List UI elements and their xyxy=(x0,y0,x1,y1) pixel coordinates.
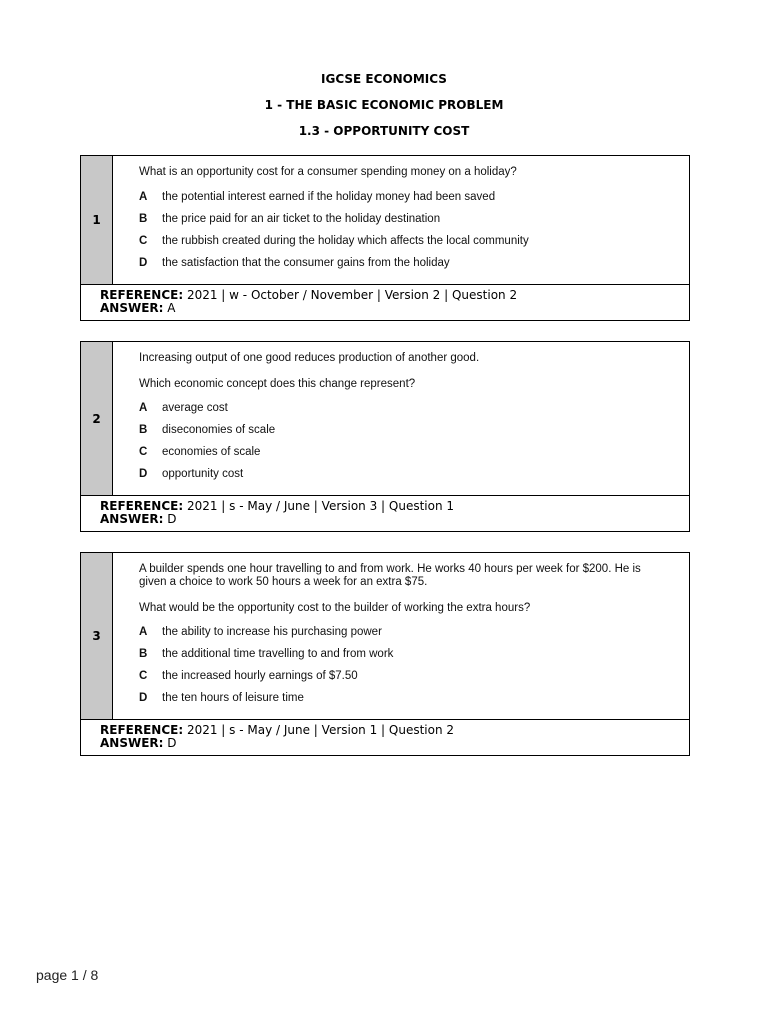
reference-line xyxy=(100,724,689,737)
option-text: economies of scale xyxy=(162,446,261,458)
question-number: 2 xyxy=(81,342,113,495)
question-text: What is an opportunity cost for a consumer spending money on a holiday? xyxy=(139,166,517,178)
answer-label: ANSWER: xyxy=(100,736,164,750)
option-letter: D xyxy=(139,257,148,269)
question-content xyxy=(113,553,689,719)
reference-value: 2021 | w - October / November | Version 2 | Question 2 xyxy=(186,288,518,302)
reference-label: REFERENCE: xyxy=(100,288,184,302)
option-text: diseconomies of scale xyxy=(162,424,276,436)
question-prompt: Which economic concept does this change represent? xyxy=(139,378,416,390)
question-content xyxy=(113,156,689,284)
reference-label: REFERENCE: xyxy=(100,499,184,513)
option-text: the ability to increase his purchasing power xyxy=(162,626,382,638)
question-meta xyxy=(81,285,689,320)
option-letter: C xyxy=(139,235,148,247)
answer-value: D xyxy=(167,512,177,526)
topic-title: 1 - THE BASIC ECONOMIC PROBLEM xyxy=(264,98,504,112)
option-text: the additional time travelling to and from work xyxy=(162,648,394,660)
question-content xyxy=(113,342,689,495)
subtopic-title: 1.3 - OPPORTUNITY COST xyxy=(298,124,470,138)
page-number: page 1 / 8 xyxy=(36,967,99,983)
option-letter: A xyxy=(139,402,148,414)
option-text: the increased hourly earnings of $7.50 xyxy=(162,670,358,682)
option-letter: A xyxy=(139,626,148,638)
reference-line xyxy=(100,289,689,302)
question-card-1 xyxy=(80,155,690,321)
reference-line xyxy=(100,500,689,513)
reference-label: REFERENCE: xyxy=(100,723,184,737)
answer-value: A xyxy=(167,301,176,315)
option-letter: D xyxy=(139,692,148,704)
option-text: opportunity cost xyxy=(162,468,244,480)
option-letter: A xyxy=(139,191,148,203)
question-card-2 xyxy=(80,341,690,532)
answer-line xyxy=(100,737,689,750)
answer-label: ANSWER: xyxy=(100,512,164,526)
option-letter: B xyxy=(139,648,148,660)
subject-title: IGCSE ECONOMICS xyxy=(321,72,447,86)
question-card-3 xyxy=(80,552,690,756)
option-text: average cost xyxy=(162,402,228,414)
question-number: 1 xyxy=(81,156,113,284)
option-text: the ten hours of leisure time xyxy=(162,692,304,704)
option-text: the price paid for an air ticket to the holiday destination xyxy=(162,213,441,225)
question-meta xyxy=(81,496,689,531)
option-letter: B xyxy=(139,424,148,436)
question-text: A builder spends one hour travelling to and from work. He works 40 hours per week for $200. He is given a choice to work 50 hours a week for an extra $75. xyxy=(139,563,641,588)
answer-line xyxy=(100,513,689,526)
option-letter: C xyxy=(139,670,148,682)
question-text: Increasing output of one good reduces production of another good. xyxy=(139,352,480,364)
option-text: the potential interest earned if the holiday money had been saved xyxy=(162,191,496,203)
answer-label: ANSWER: xyxy=(100,301,164,315)
answer-value: D xyxy=(167,736,177,750)
option-text: the rubbish created during the holiday which affects the local community xyxy=(162,235,529,247)
reference-value: 2021 | s - May / June | Version 3 | Question 1 xyxy=(186,499,455,513)
option-text: the satisfaction that the consumer gains from the holiday xyxy=(162,257,450,269)
answer-line xyxy=(100,302,689,315)
question-meta xyxy=(81,720,689,755)
question-prompt: What would be the opportunity cost to the builder of working the extra hours? xyxy=(139,602,531,614)
option-letter: C xyxy=(139,446,148,458)
reference-value: 2021 | s - May / June | Version 1 | Question 2 xyxy=(186,723,455,737)
option-letter: D xyxy=(139,468,148,480)
question-number: 3 xyxy=(81,553,113,719)
option-letter: B xyxy=(139,213,148,225)
